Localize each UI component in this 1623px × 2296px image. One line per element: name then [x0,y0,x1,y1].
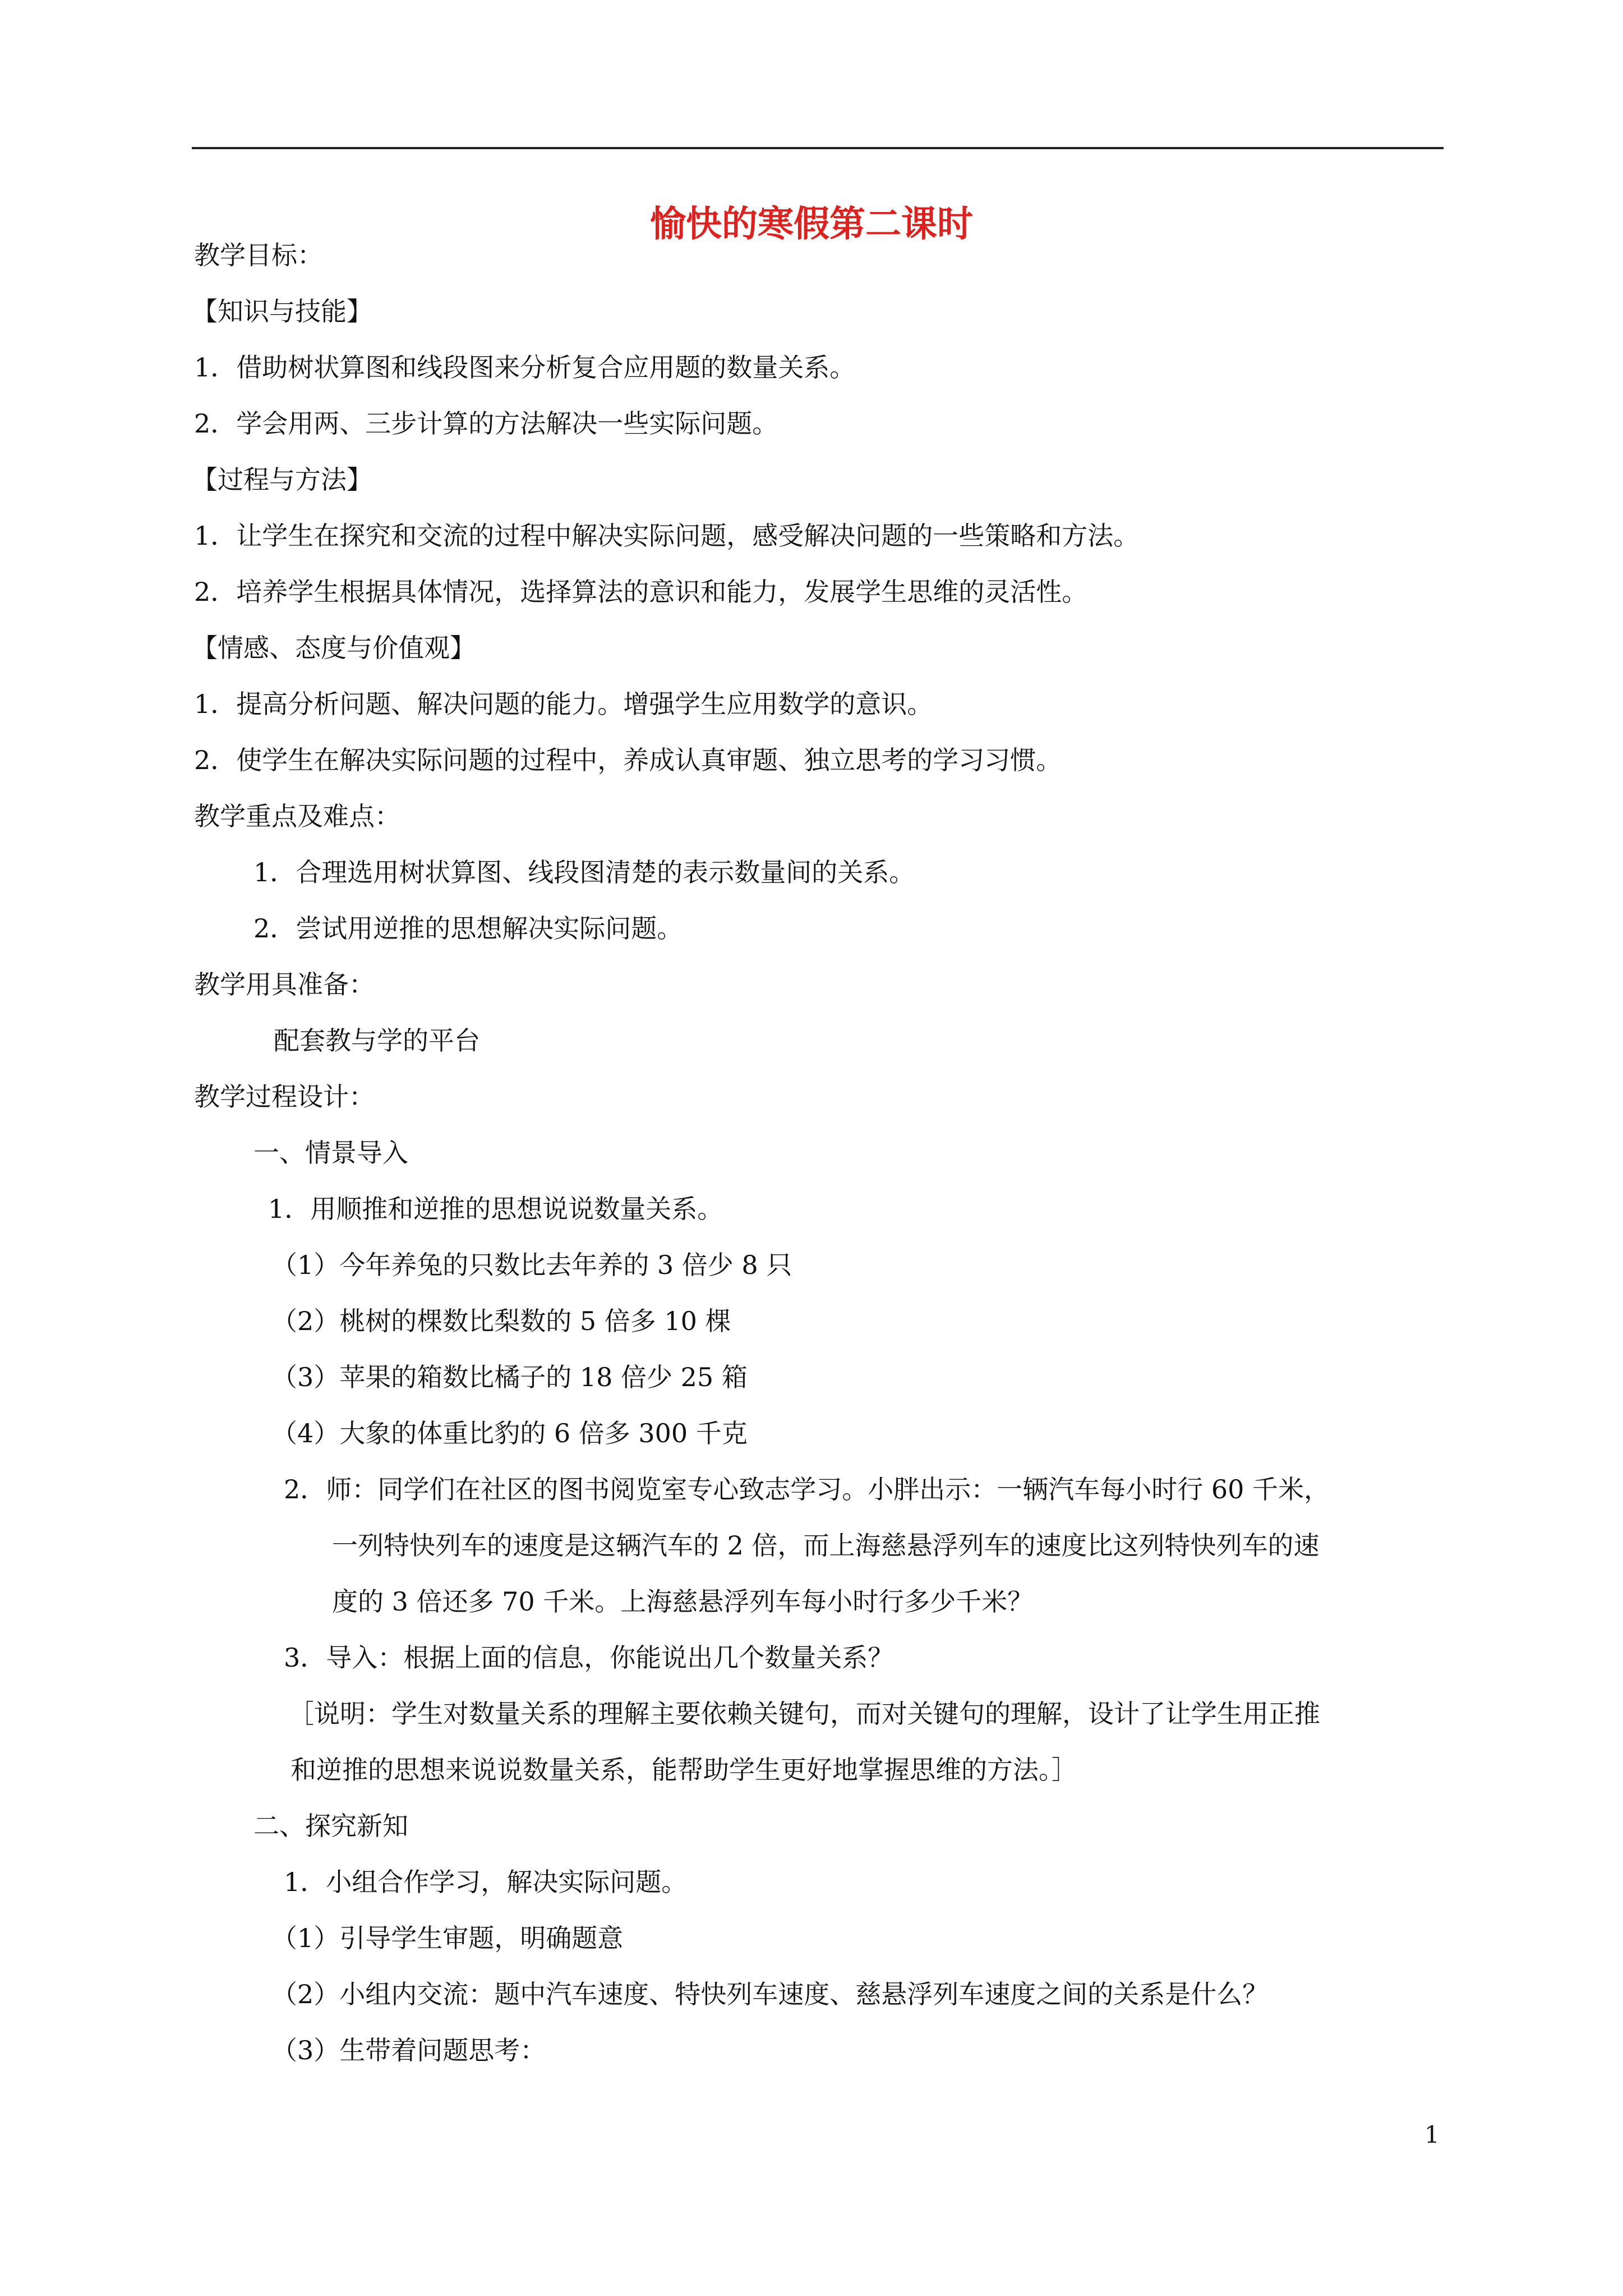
subheading-explore: 二、探究新知 [253,1811,408,1841]
section-emotion-values: 【情感、态度与价值观】 [192,633,476,663]
document-title: 愉快的寒假第二课时 [650,204,973,245]
tools-text: 配套教与学的平台 [274,1025,480,1056]
key-point-item: 2．尝试用逆推的思想解决实际问题。 [253,913,683,944]
subheading-intro: 一、情景导入 [253,1138,408,1168]
speed-problem-line-3: 度的 3 倍还多 70 千米。上海慈悬浮列车每小时行多少千米？ [332,1586,1034,1617]
goal-item: 2．使学生在解决实际问题的过程中，养成认真审题、独立思考的学习习惯。 [194,745,1062,775]
goal-item: 2．培养学生根据具体情况，选择算法的意识和能力，发展学生思维的灵活性。 [194,577,1088,607]
step-item: 1．小组合作学习，解决实际问题。 [284,1867,688,1897]
example-item: （4）大象的体重比豹的 6 倍多 300 千克 [271,1418,748,1448]
step-item: 1．用顺推和逆推的思想说说数量关系。 [268,1194,723,1224]
goal-item: 1．借助树状算图和线段图来分析复合应用题的数量关系。 [194,352,856,383]
goal-item: 1．让学生在探究和交流的过程中解决实际问题，感受解决问题的一些策略和方法。 [194,521,1140,551]
heading-teaching-tools: 教学用具准备： [194,969,375,1000]
goal-item: 1．提高分析问题、解决问题的能力。增强学生应用数学的意识。 [194,689,933,719]
speed-problem-line-2: 一列特快列车的速度是这辆汽车的 2 倍，而上海慈悬浮列车的速度比这列特快列车的速 [332,1530,1320,1561]
key-point-item: 1．合理选用树状算图、线段图清楚的表示数量间的关系。 [253,857,915,887]
section-knowledge-skills: 【知识与技能】 [192,296,372,326]
sub-step-item: （1）引导学生审题，明确题意 [271,1923,624,1953]
heading-teaching-goals: 教学目标： [194,240,323,270]
sub-step-item: （3）生带着问题思考： [271,2035,546,2065]
example-item: （1）今年养兔的只数比去年养的 3 倍少 8 只 [271,1250,792,1280]
note-line-1: ［说明：学生对数量关系的理解主要依赖关键句，而对关键句的理解，设计了让学生用正推 [288,1699,1320,1729]
page-number: 1 [1424,2121,1440,2148]
sub-step-item: （2）小组内交流：题中汽车速度、特快列车速度、慈悬浮列车速度之间的关系是什么？ [271,1979,1269,2009]
intro-question: 3．导入：根据上面的信息，你能说出几个数量关系？ [284,1642,894,1673]
heading-process-design: 教学过程设计： [194,1082,375,1112]
speed-problem-line-1: 2．师：同学们在社区的图书阅览室专心致志学习。小胖出示：一辆汽车每小时行 60 千米， [284,1474,1330,1504]
note-line-2: 和逆推的思想来说说数量关系，能帮助学生更好地掌握思维的方法。］ [291,1755,1077,1785]
header-rule [192,147,1444,149]
heading-key-points: 教学重点及难点： [194,801,400,831]
section-process-method: 【过程与方法】 [192,464,372,495]
goal-item: 2．学会用两、三步计算的方法解决一些实际问题。 [194,408,778,439]
example-item: （2）桃树的棵数比梨数的 5 倍多 10 棵 [271,1306,731,1336]
example-item: （3）苹果的箱数比橘子的 18 倍少 25 箱 [271,1362,748,1392]
